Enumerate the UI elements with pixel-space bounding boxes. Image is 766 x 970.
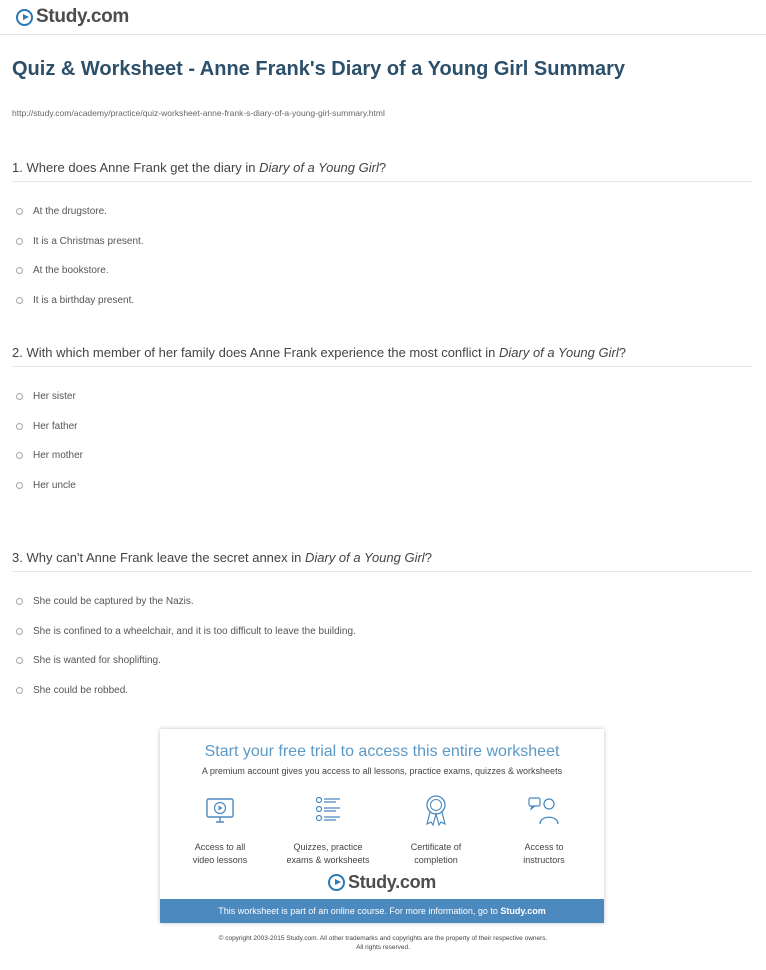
answer-option[interactable]: Her uncle <box>12 471 752 501</box>
video-lesson-icon <box>200 791 240 831</box>
header-divider <box>0 34 766 35</box>
answer-option[interactable]: She is confined to a wheelchair, and it is too difficult to leave the building. <box>12 617 752 647</box>
radio-button[interactable] <box>16 452 23 459</box>
page-title: Quiz & Worksheet - Anne Frank's Diary of a Young Girl Summary <box>12 58 626 80</box>
quiz-list-icon <box>308 791 348 831</box>
page-url: http://study.com/academy/practice/quiz-worksheet-anne-frank-s-diary-of-a-young-girl-summary.html <box>12 108 385 118</box>
answer-option[interactable]: She is wanted for shoplifting. <box>12 646 752 676</box>
question-text: 2. With which member of her family does Anne Frank experience the most conflict in Diary of a Young Girl? <box>12 345 626 360</box>
answer-option[interactable]: She could be captured by the Nazis. <box>12 587 752 617</box>
radio-button[interactable] <box>16 238 23 245</box>
promo-title[interactable]: Start your free trial to access this entire worksheet <box>204 743 560 760</box>
feature-video-lessons: Access to all video lessons <box>170 791 270 867</box>
answer-option[interactable]: It is a Christmas present. <box>12 227 752 257</box>
answer-option[interactable]: She could be robbed. <box>12 676 752 706</box>
answer-option[interactable]: Her mother <box>12 441 752 471</box>
question-3 <box>12 548 752 705</box>
radio-button[interactable] <box>16 423 23 430</box>
question-divider <box>12 181 752 182</box>
answer-option[interactable]: At the drugstore. <box>12 197 752 227</box>
answer-option[interactable]: At the bookstore. <box>12 256 752 286</box>
course-info-bar: This worksheet is part of an online course. For more information, go to Study.com <box>160 899 604 923</box>
radio-button[interactable] <box>16 482 23 489</box>
radio-button[interactable] <box>16 393 23 400</box>
question-2 <box>12 343 752 500</box>
answer-option[interactable]: Her sister <box>12 382 752 412</box>
feature-quizzes: Quizzes, practice exams & worksheets <box>278 791 378 867</box>
question-1 <box>12 158 752 315</box>
radio-button[interactable] <box>16 598 23 605</box>
answer-option[interactable]: Her father <box>12 412 752 442</box>
instructor-icon <box>524 791 564 831</box>
question-text: 3. Why can't Anne Frank leave the secret annex in Diary of a Young Girl? <box>12 550 432 565</box>
question-divider <box>12 366 752 367</box>
play-circle-icon <box>16 9 33 26</box>
feature-certificate: Certificate of completion <box>386 791 486 867</box>
radio-button[interactable] <box>16 687 23 694</box>
promo-subtitle: A premium account gives you access to all lessons, practice exams, quizzes & worksheets <box>201 766 563 776</box>
question-divider <box>12 571 752 572</box>
feature-list <box>170 791 594 867</box>
radio-button[interactable] <box>16 297 23 304</box>
play-circle-icon <box>328 874 345 891</box>
study-logo[interactable] <box>16 6 129 28</box>
radio-button[interactable] <box>16 267 23 274</box>
radio-button[interactable] <box>16 628 23 635</box>
radio-button[interactable] <box>16 657 23 664</box>
logo-text: Study.com <box>36 6 130 27</box>
copyright-notice: © copyright 2003-2015 Study.com. All other trademarks and copyrights are the property of their respective owners. All rights reserved. <box>218 935 548 951</box>
feature-instructors: Access to instructors <box>494 791 594 867</box>
study-link[interactable]: Study.com <box>500 906 546 916</box>
answer-option[interactable]: It is a birthday present. <box>12 286 752 316</box>
certificate-icon <box>416 791 456 831</box>
radio-button[interactable] <box>16 208 23 215</box>
free-trial-promo <box>160 729 604 923</box>
question-text: 1. Where does Anne Frank get the diary in Diary of a Young Girl? <box>12 160 387 175</box>
promo-study-logo[interactable]: Study.com <box>160 872 604 893</box>
